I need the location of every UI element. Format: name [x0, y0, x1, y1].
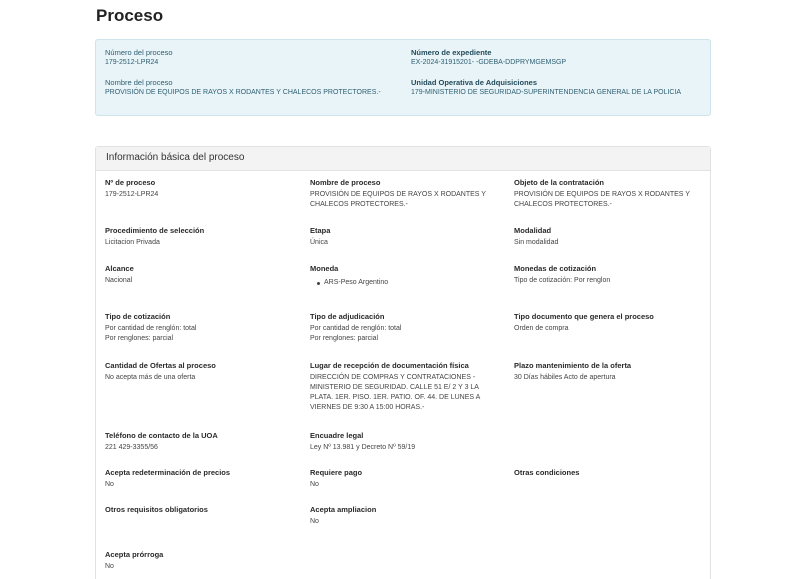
- field-process-name: [310, 178, 500, 210]
- field-label: Monedas de cotización: [514, 264, 597, 273]
- field-scope: [105, 264, 295, 286]
- field-value: No: [105, 481, 114, 488]
- field-label: Otras condiciones: [514, 468, 580, 477]
- file-number-value: EX-2024-31915201- -GDEBA-DDPRYMGEMSGP: [411, 59, 567, 66]
- field-value: Por renglones: parcial: [310, 335, 379, 342]
- field-value: Tipo de cotización: Por renglon: [514, 277, 611, 284]
- field-label: Modalidad: [514, 226, 552, 235]
- field-value: DIRECCIÓN DE COMPRAS Y CONTRATACIONES - MINISTERIO DE SEGURIDAD. CALLE 51 E/ 2 Y 3 LA PLATA. 1ER. PISO. 1ER. PATIO. OF. 44. DE LUNES A VIERNES DE 9:30 A 15:00 HORAS.-: [310, 374, 480, 411]
- field-selection-procedure: [105, 226, 295, 248]
- field-label: Acepta ampliacion: [310, 505, 377, 514]
- process-name-value: PROVISIÓN DE EQUIPOS DE RAYOS X RODANTES Y CHALECOS PROTECTORES.-: [105, 89, 381, 96]
- field-label: Alcance: [105, 264, 134, 273]
- uoa-value: 179-MINISTERIO DE SEGURIDAD-SUPERINTENDENCIA GENERAL DE LA POLICIA: [411, 89, 682, 96]
- field-price-redetermination: [105, 468, 295, 490]
- page-title: Proceso: [96, 6, 164, 25]
- field-value: Orden de compra: [514, 325, 569, 332]
- uoa-label: Unidad Operativa de Adquisiciones: [411, 78, 537, 87]
- field-label: Teléfono de contacto de la UOA: [105, 431, 218, 440]
- field-quote-currencies: [514, 264, 704, 286]
- field-label: Cantidad de Ofertas al proceso: [105, 361, 216, 370]
- field-modality: [514, 226, 704, 248]
- field-other-conditions: [514, 468, 704, 480]
- field-label: Requiere pago: [310, 468, 363, 477]
- summary-right-column: [411, 48, 707, 98]
- basic-info-card: [95, 146, 711, 579]
- field-label: Lugar de recepción de documentación física: [310, 361, 469, 370]
- process-number-label: Número del proceso: [105, 48, 173, 57]
- field-value: Nacional: [105, 277, 133, 284]
- field-label: Tipo de adjudicación: [310, 312, 385, 321]
- field-value: Por cantidad de renglón: total: [105, 325, 197, 332]
- field-label: Nº de proceso: [105, 178, 156, 187]
- field-value: Única: [310, 239, 328, 246]
- field-label: Tipo documento que genera el proceso: [514, 312, 654, 321]
- process-number-value: 179-2512-LPR24: [105, 59, 159, 66]
- field-process-number: [105, 178, 295, 200]
- process-summary-box: [95, 39, 711, 116]
- field-value: Licitacion Privada: [105, 239, 160, 246]
- summary-left-column: [105, 48, 400, 98]
- field-legal-framework: [310, 431, 500, 453]
- field-label: Plazo mantenimiento de la oferta: [514, 361, 632, 370]
- field-value: PROVISIÓN DE EQUIPOS DE RAYOS X RODANTES Y CHALECOS PROTECTORES.-: [514, 191, 690, 208]
- field-award-type: [310, 312, 500, 344]
- field-value: 221 429-3355/56: [105, 444, 158, 451]
- field-label: Acepta prórroga: [105, 550, 164, 559]
- field-other-requirements: [105, 505, 295, 517]
- field-quote-type: [105, 312, 295, 344]
- field-label: Encuadre legal: [310, 431, 364, 440]
- field-value: Ley Nº 13.981 y Decreto Nº 59/19: [310, 444, 416, 451]
- field-phone: [105, 431, 295, 453]
- field-value: 179-2512-LPR24: [105, 191, 159, 198]
- field-requires-payment: [310, 468, 500, 490]
- field-reception-place: [310, 361, 500, 413]
- process-name-label: Nombre del proceso: [105, 78, 173, 87]
- field-currency: [310, 264, 500, 288]
- file-number-label: Número de expediente: [411, 48, 492, 57]
- field-value: Por cantidad de renglón: total: [310, 325, 402, 332]
- field-label: Tipo de cotización: [105, 312, 171, 321]
- field-accepts-extension: [310, 505, 500, 527]
- field-value: 30 Días hábiles Acto de apertura: [514, 374, 616, 381]
- field-label: Procedimiento de selección: [105, 226, 205, 235]
- field-stage: [310, 226, 500, 248]
- field-value: Por renglones: parcial: [105, 335, 174, 342]
- field-label: Otros requisitos obligatorios: [105, 505, 208, 514]
- field-value: PROVISIÓN DE EQUIPOS DE RAYOS X RODANTES Y CHALECOS PROTECTORES.-: [310, 191, 486, 208]
- field-value: No: [310, 481, 319, 488]
- field-offer-term: [514, 361, 704, 383]
- field-label: Nombre de proceso: [310, 178, 381, 187]
- field-label: Moneda: [310, 264, 339, 273]
- field-value: No: [310, 518, 319, 525]
- field-contract-object: [514, 178, 704, 210]
- field-label: Objeto de la contratación: [514, 178, 605, 187]
- basic-info-header: Información básica del proceso: [96, 147, 710, 171]
- field-value: No: [105, 563, 114, 570]
- field-document-type: [514, 312, 704, 334]
- currency-list: [310, 278, 500, 288]
- field-label: Etapa: [310, 226, 331, 235]
- field-offers-count: [105, 361, 295, 383]
- field-value: Sin modalidad: [514, 239, 559, 246]
- currency-list-item: ARS-Peso Argentino: [324, 278, 500, 288]
- field-label: Acepta redeterminación de precios: [105, 468, 231, 477]
- field-accepts-prorogation: [105, 550, 295, 572]
- field-value: No acepta más de una oferta: [105, 374, 196, 381]
